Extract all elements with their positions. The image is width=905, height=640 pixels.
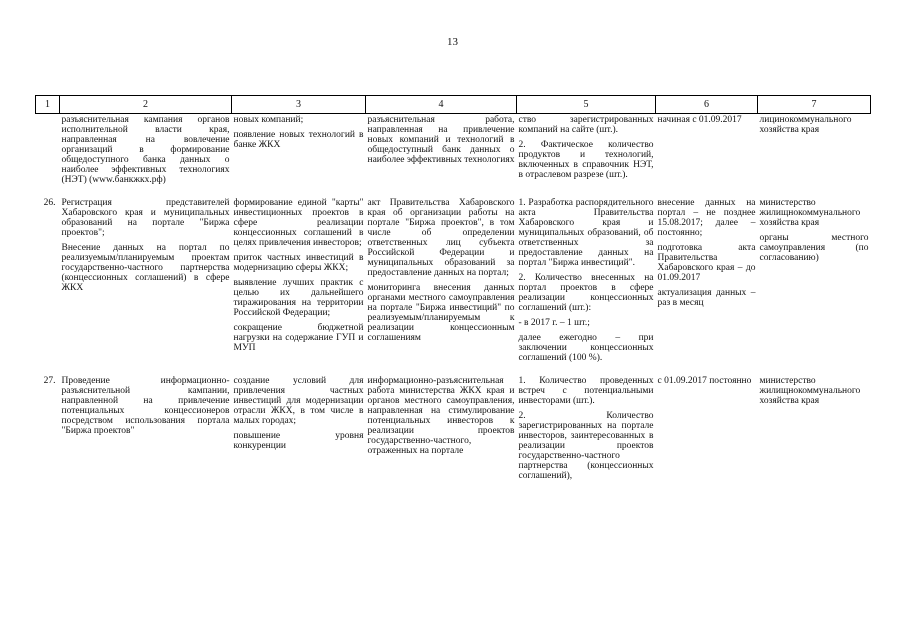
cell-text: Внесение данных на портал по реализуемым/планируемым проектам государственно-частного партнерства (концессионных соглашений) в сфере ЖКХ	[61, 243, 230, 293]
column-header: 3	[232, 96, 366, 114]
mechanism-cell	[366, 375, 517, 481]
cell-text: органы местного самоуправления (по согласованию)	[759, 233, 869, 263]
column-header: 2	[60, 96, 232, 114]
cell-text: Регистрация представителей Хабаровского края и муниципальных образований на портале "Биржа проектов";	[61, 198, 230, 238]
cell-text: разъяснительная работа, направленная на привлечение новых компаний и технологий в общедоступный банк данных о наиболее эффективных технологиях	[367, 115, 515, 165]
table-row	[36, 197, 871, 363]
row-number-cell: 27.	[43, 376, 56, 386]
cell-text: информационно-разъяснительная работа министерства ЖКХ края и органов местного самоуправления, направленная на стимулирование потенциальных инвесторов к реализации проектов государственно-частного, отраженных на портале	[367, 376, 515, 456]
cell-text: сокращение бюджетной нагрузки на содержание ГУП и МУП	[233, 323, 364, 353]
row-number-cell: 26.	[43, 198, 56, 208]
row-number-cell	[36, 114, 60, 186]
indicator-cell	[517, 197, 656, 363]
cell-text: лицинокоммунального хозяйства края	[759, 115, 852, 135]
cell-text: новых компаний;	[233, 115, 304, 125]
mechanism-cell	[366, 114, 517, 186]
measure-cell	[60, 114, 232, 186]
cell-text: министерство жилищнокоммунального хозяйства края	[759, 198, 861, 228]
indicator-cell	[517, 114, 656, 186]
cell-text: 2. Фактическое количество продуктов и технологий, включенных в справочник НЭТ, в отраслевом разрезе (шт.).	[518, 140, 654, 180]
table-row-continuation	[36, 114, 871, 186]
responsible-cell	[758, 197, 871, 363]
cell-text: министерство жилищнокоммунального хозяйства края	[759, 376, 861, 406]
page-number: 13	[447, 36, 458, 48]
cell-text: акт Правительства Хабаровского края об организации работы на портале "Биржа проектов", в том числе об определении ответственных лиц субъекта Российской Федерации и муниципальных образований за предоставление данных на портал;	[367, 198, 515, 278]
cell-text: 2. Количество внесенных на портал проектов в сфере реализации концессионных соглашений (шт.):	[518, 273, 654, 313]
cell-text: 1. Количество проведенных встреч с потенциальными инвесторами (шт.).	[518, 376, 654, 406]
column-header: 6	[656, 96, 758, 114]
cell-text: выявление лучших практик с целью их дальнейшего тиражирования на территории Российской Федерации;	[233, 278, 364, 318]
deadline-cell	[656, 197, 758, 363]
cell-text: - в 2017 г. – 1 шт.;	[518, 318, 590, 328]
cell-text: появление новых технологий в банке ЖКХ	[233, 130, 364, 150]
deadline-cell	[656, 375, 758, 481]
measure-cell	[60, 197, 232, 363]
result-cell	[232, 114, 366, 186]
column-header: 5	[517, 96, 656, 114]
measure-cell	[60, 375, 232, 481]
cell-text: повышение уровня конкуренции	[233, 431, 364, 451]
column-header: 7	[758, 96, 871, 114]
cell-text: Проведение информационно-разъяснительной кампании, направленной на привлечение потенциальных концессионеров посредством использования портала "Биржа проектов"	[61, 376, 230, 436]
indicator-cell	[517, 375, 656, 481]
table-header-row	[36, 96, 871, 114]
table-row	[36, 375, 871, 481]
cell-text: 2. Количество зарегистрированных на портале инвесторов, заинтересованных в реализации проектов государственно-частного партнерства (концессионных соглашений),	[518, 411, 654, 481]
deadline-cell	[656, 114, 758, 186]
cell-text: ство зарегистрированных компаний на сайте (шт.).	[518, 115, 654, 135]
cell-text: далее ежегодно – при заключении концессионных соглашений (100 %).	[518, 333, 654, 363]
responsible-cell	[758, 375, 871, 481]
cell-text: приток частных инвестиций в модернизацию сферы ЖКХ;	[233, 253, 364, 273]
cell-text: начиная с 01.09.2017	[657, 115, 742, 125]
result-cell	[232, 375, 366, 481]
cell-text: внесение данных на портал – не позднее 15.08.2017; далее – постоянно;	[657, 198, 756, 238]
cell-text: актуализация данных – раз в месяц	[657, 288, 756, 308]
column-header: 1	[36, 96, 60, 114]
cell-text: подготовка акта Правительства Хабаровского края – до 01.09.2017	[657, 243, 756, 283]
row-spacer	[36, 363, 871, 375]
responsible-cell	[758, 114, 871, 186]
row-spacer	[36, 185, 871, 197]
cell-text: 1. Разработка распорядительного акта Правительства Хабаровского края и муниципальных образований, об ответственных за предоставление данных на портал "Биржа инвестиций".	[518, 198, 654, 268]
cell-text: формирование единой "карты" инвестиционных проектов в сфере реализации концессионных соглашений в целях привлечения инвесторов;	[233, 198, 364, 248]
cell-text: мониторинга внесения данных органами местного самоуправления на портале "Биржа инвестиций" по реализуемым/планируемым к реализации концессионным соглашениям	[367, 283, 515, 343]
cell-text: с 01.09.2017 постоянно	[657, 376, 752, 386]
result-cell	[232, 197, 366, 363]
column-header: 4	[366, 96, 517, 114]
cell-text: создание условий для привлечения частных инвестиций для модернизации отрасли ЖКХ, в том числе в малых городах;	[233, 376, 364, 426]
cell-text: разъяснительная кампания органов исполнительной власти края, направленная на вовлечение организаций в формирование общедоступного банка данных о наиболее эффективных технологиях (НЭТ) (www.банкжкх.рф)	[61, 115, 230, 185]
mechanism-cell	[366, 197, 517, 363]
measures-table	[35, 95, 871, 481]
